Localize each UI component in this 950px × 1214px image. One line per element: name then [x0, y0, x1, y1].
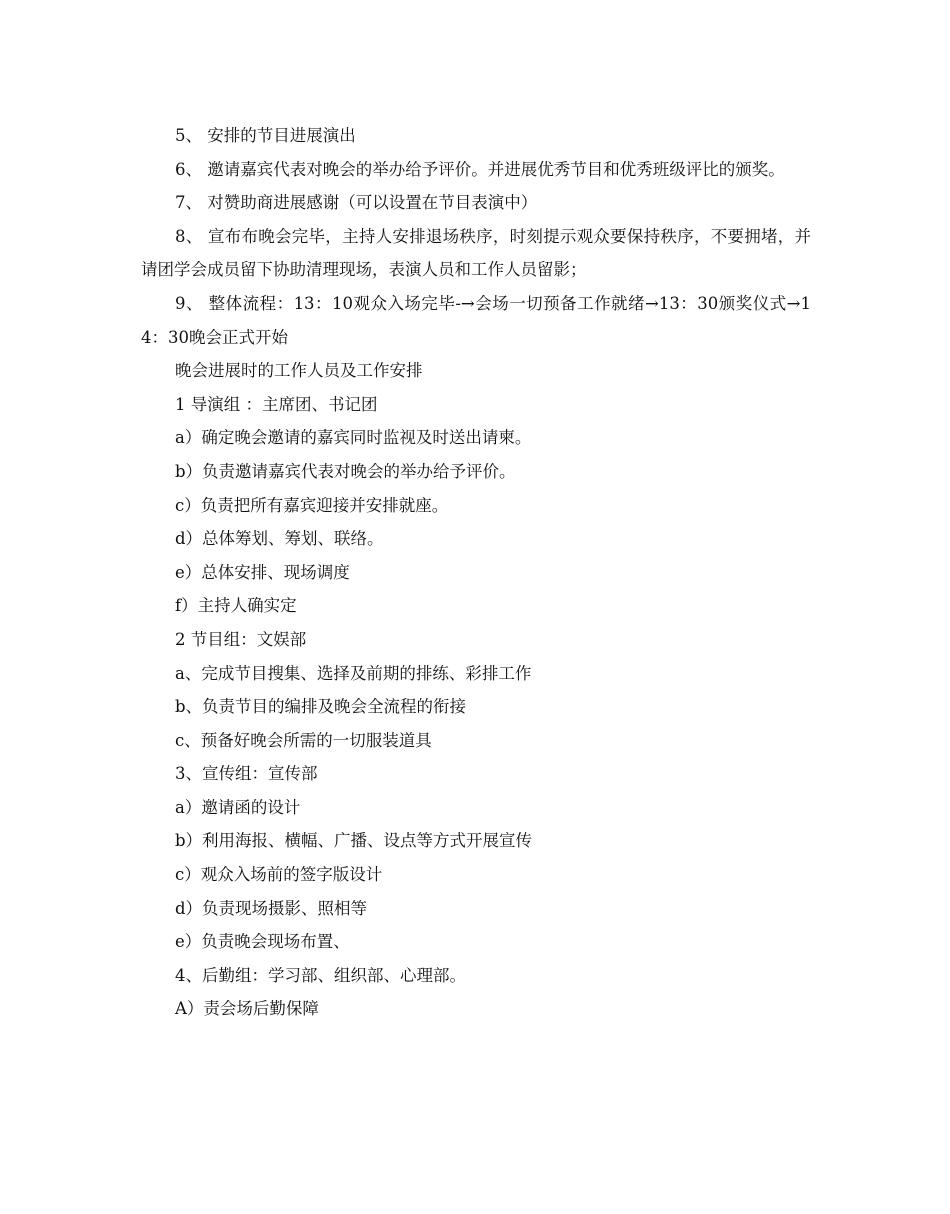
document-body — [141, 119, 811, 1026]
step-7-paragraph: 7、 对赞助商进展感谢（可以设置在节目表演中） — [175, 193, 538, 213]
director-item-a: a）确定晚会邀请的嘉宾同时监视及时送出请柬。 — [175, 428, 532, 448]
program-item-b: b、负责节目的编排及晚会全流程的衔接 — [175, 697, 467, 717]
publicity-item-d: d）负责现场摄影、照相等 — [175, 898, 368, 918]
step-9-paragraph: 9、 整体流程：13：10观众入场完毕-→会场一切预备工作就绪→13：30颁奖仪式→14：30晚会正式开始 — [141, 293, 811, 347]
publicity-item-b: b）利用海报、横幅、广播、设点等方式开展宣传 — [175, 831, 533, 851]
program-group-heading: 2 节目组：文娱部 — [175, 629, 307, 649]
director-item-d: d）总体筹划、筹划、联络。 — [175, 529, 384, 549]
director-group-heading: 1 导演组 ：主席团、书记团 — [175, 394, 378, 414]
publicity-item-e: e）负责晚会现场布置、 — [175, 932, 350, 952]
step-6-paragraph: 6、 邀请嘉宾代表对晚会的举办给予评价。并进展优秀节目和优秀班级评比的颁奖。 — [175, 159, 785, 179]
step-5-paragraph: 5、 安排的节目进展演出 — [175, 126, 356, 145]
logistics-group-heading: 4、后勤组：学习部、组织部、心理部。 — [175, 965, 466, 985]
director-item-e: e）总体安排、现场调度 — [175, 562, 350, 582]
publicity-item-c: c）观众入场前的签字版设计 — [175, 865, 383, 885]
step-8-paragraph: 8、 宣布布晚会完毕，主持人安排退场秩序，时刻提示观众要保持秩序，不要拥堵，并请团学会成员留下协助清理现场，表演人员和工作人员留影； — [141, 226, 811, 280]
staff-arrangement-heading: 晚会进展时的工作人员及工作安排 — [175, 361, 423, 381]
program-item-c: c、预备好晚会所需的一切服装道具 — [175, 730, 432, 750]
program-item-a: a、完成节目搜集、选择及前期的排练、彩排工作 — [175, 663, 532, 683]
director-item-b: b）负责邀请嘉宾代表对晚会的举办给予评价。 — [175, 461, 516, 481]
director-item-c: c）负责把所有嘉宾迎接并安排就座。 — [175, 495, 449, 515]
publicity-group-heading: 3、宣传组：宣传部 — [175, 764, 318, 784]
publicity-item-a: a）邀请函的设计 — [175, 797, 301, 817]
logistics-item-a: A）责会场后勤保障 — [175, 999, 319, 1019]
director-item-f: f）主持人确实定 — [175, 596, 297, 616]
